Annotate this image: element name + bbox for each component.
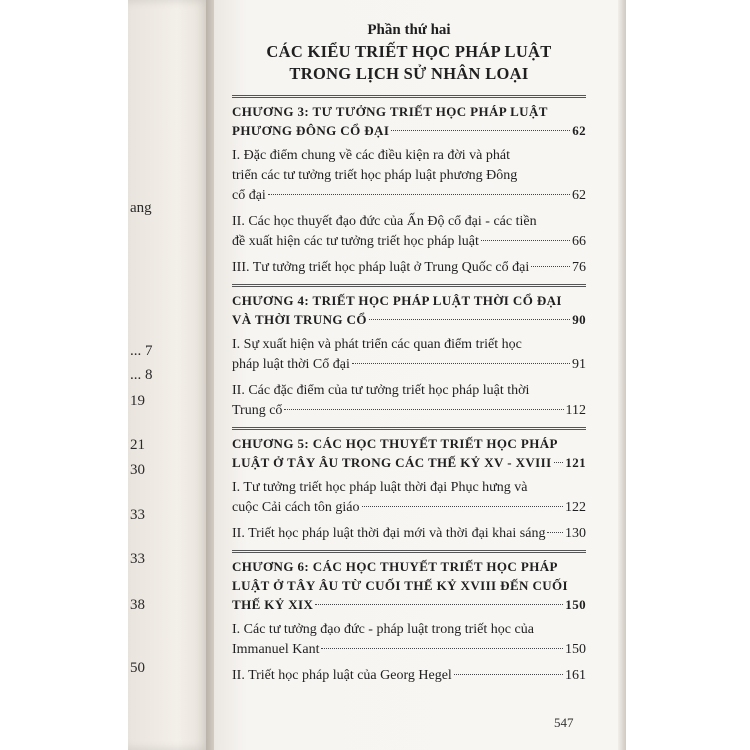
toc-item-page-number: 112 [565, 403, 586, 418]
chapter-entry-text: VÀ THỜI TRUNG CỔ [232, 312, 367, 327]
left-page-fragment: 33 [130, 507, 145, 523]
chapter-title-line: CHƯƠNG 3: TƯ TƯỞNG TRIẾT HỌC PHÁP LUẬT [232, 104, 548, 119]
chapter-heading [232, 284, 586, 329]
toc-item-line: I. Tư tưởng triết học pháp luật thời đại Phục hưng và [232, 480, 528, 495]
chapter-page-number: 150 [565, 597, 586, 612]
toc-item-entry-line [232, 401, 586, 421]
left-page-fragment: 19 [130, 393, 145, 409]
toc-item-page-number: 76 [572, 260, 586, 275]
chapter-entry-line [232, 453, 586, 472]
toc-item-page-number: 130 [565, 526, 586, 541]
chapter-entry-line [232, 121, 586, 140]
left-page [128, 0, 210, 750]
toc-item-page-number: 161 [565, 668, 586, 683]
left-page-fragment: 38 [130, 597, 145, 613]
chapter-heading [232, 95, 586, 140]
right-page [214, 0, 626, 750]
chapter-title-line: CHƯƠNG 5: CÁC HỌC THUYẾT TRIẾT HỌC PHÁP [232, 436, 558, 451]
chapter-title-line: LUẬT Ở TÂY ÂU TỪ CUỐI THẾ KỶ XVIII ĐẾN CUỐI [232, 578, 568, 593]
toc-item-entry-text: II. Triết học pháp luật thời đại mới và thời đại khai sáng [232, 526, 546, 541]
dot-leader [554, 462, 564, 463]
toc-item [232, 258, 586, 278]
toc-item-page-number: 150 [565, 642, 586, 657]
chapter-entry-text: LUẬT Ở TÂY ÂU TRONG CÁC THẾ KỶ XV - XVIII [232, 455, 552, 470]
dot-leader [284, 409, 563, 410]
toc-item-entry-text: pháp luật thời Cổ đại [232, 357, 350, 372]
toc-item-page-number: 122 [565, 500, 586, 515]
toc-item-entry-line [232, 355, 586, 375]
left-page-fragment: ... 8 [130, 367, 153, 383]
chapter-page-number: 62 [572, 123, 586, 138]
chapter-entry-text: THẾ KỶ XIX [232, 597, 314, 612]
toc-item-page-number: 62 [572, 188, 586, 203]
book-title-line: CÁC KIỂU TRIẾT HỌC PHÁP LUẬT [266, 42, 552, 61]
toc-item-entry-line [232, 524, 586, 544]
left-page-fragment: 21 [130, 437, 145, 453]
toc-item [232, 146, 586, 206]
toc-item-entry-line [232, 232, 586, 252]
chapter-heading [232, 427, 586, 472]
toc-item-entry-text: III. Tư tưởng triết học pháp luật ở Trung Quốc cổ đại [232, 260, 530, 275]
chapter-title-line: CHƯƠNG 4: TRIẾT HỌC PHÁP LUẬT THỜI CỔ ĐẠI [232, 293, 562, 308]
left-page-fragment: 50 [130, 660, 145, 676]
chapter-title-line: CHƯƠNG 6: CÁC HỌC THUYẾT TRIẾT HỌC PHÁP [232, 559, 558, 574]
toc-item-entry-text: Trung cổ [232, 403, 283, 418]
toc-item-line: triển các tư tưởng triết học pháp luật phương Đông [232, 168, 518, 183]
toc-item [232, 335, 586, 375]
toc-item-entry-line [232, 640, 586, 660]
toc-item-entry-line [232, 258, 586, 278]
dot-leader [481, 240, 570, 241]
left-page-fragment: 30 [130, 462, 145, 478]
dot-leader [268, 194, 570, 195]
chapter-entry-text: PHƯƠNG ĐÔNG CỔ ĐẠI [232, 123, 390, 138]
chapter-entry-line [232, 595, 586, 614]
chapter-heading [232, 550, 586, 614]
book-title [232, 41, 586, 85]
left-page-fragment: 33 [130, 551, 145, 567]
dot-leader [321, 648, 563, 649]
toc-sections [232, 95, 586, 686]
toc-item-entry-line [232, 186, 586, 206]
chapter-page-number: 121 [565, 455, 586, 470]
toc-item-page-number: 66 [572, 234, 586, 249]
dot-leader [352, 363, 570, 364]
toc-item [232, 620, 586, 660]
toc-item-line: II. Các học thuyết đạo đức của Ấn Độ cổ đại - các tiền [232, 214, 537, 229]
toc-item-entry-text: đề xuất hiện các tư tưởng triết học pháp luật [232, 234, 479, 249]
toc-item [232, 212, 586, 252]
dot-leader [391, 130, 570, 131]
dot-leader [369, 319, 570, 320]
toc-item-entry-text: cuộc Cải cách tôn giáo [232, 500, 360, 515]
toc-item-line: II. Các đặc điểm của tư tưởng triết học pháp luật thời [232, 383, 530, 398]
toc-item [232, 666, 586, 686]
part-title: Phần thứ hai [367, 22, 451, 38]
toc-item-line: I. Đặc điểm chung về các điều kiện ra đời và phát [232, 148, 510, 163]
toc-item [232, 524, 586, 544]
dot-leader [547, 532, 563, 533]
toc-item-line: I. Các tư tưởng đạo đức - pháp luật trong triết học của [232, 622, 534, 637]
chapter-entry-line [232, 310, 586, 329]
toc-item [232, 478, 586, 518]
toc-item-page-number: 91 [572, 357, 586, 372]
book-title-line: TRONG LỊCH SỬ NHÂN LOẠI [289, 64, 529, 83]
dot-leader [531, 266, 570, 267]
left-page-fragment: ... 7 [130, 343, 153, 359]
toc-item-entry-line [232, 498, 586, 518]
chapter-page-number: 90 [572, 312, 586, 327]
toc-item-entry-text: cổ đại [232, 188, 266, 203]
toc-item-line: I. Sự xuất hiện và phát triển các quan điểm triết học [232, 337, 522, 352]
dot-leader [315, 604, 563, 605]
page-edge [618, 0, 626, 750]
dot-leader [362, 506, 563, 507]
toc-item-entry-text: Immanuel Kant [232, 642, 320, 657]
toc-item-entry-text: II. Triết học pháp luật của Georg Hegel [232, 668, 452, 683]
page-number: 547 [554, 715, 574, 730]
toc-item [232, 381, 586, 421]
table-of-contents [232, 22, 586, 686]
toc-item-entry-line [232, 666, 586, 686]
left-page-fragment: ang [130, 200, 152, 216]
dot-leader [454, 674, 563, 675]
